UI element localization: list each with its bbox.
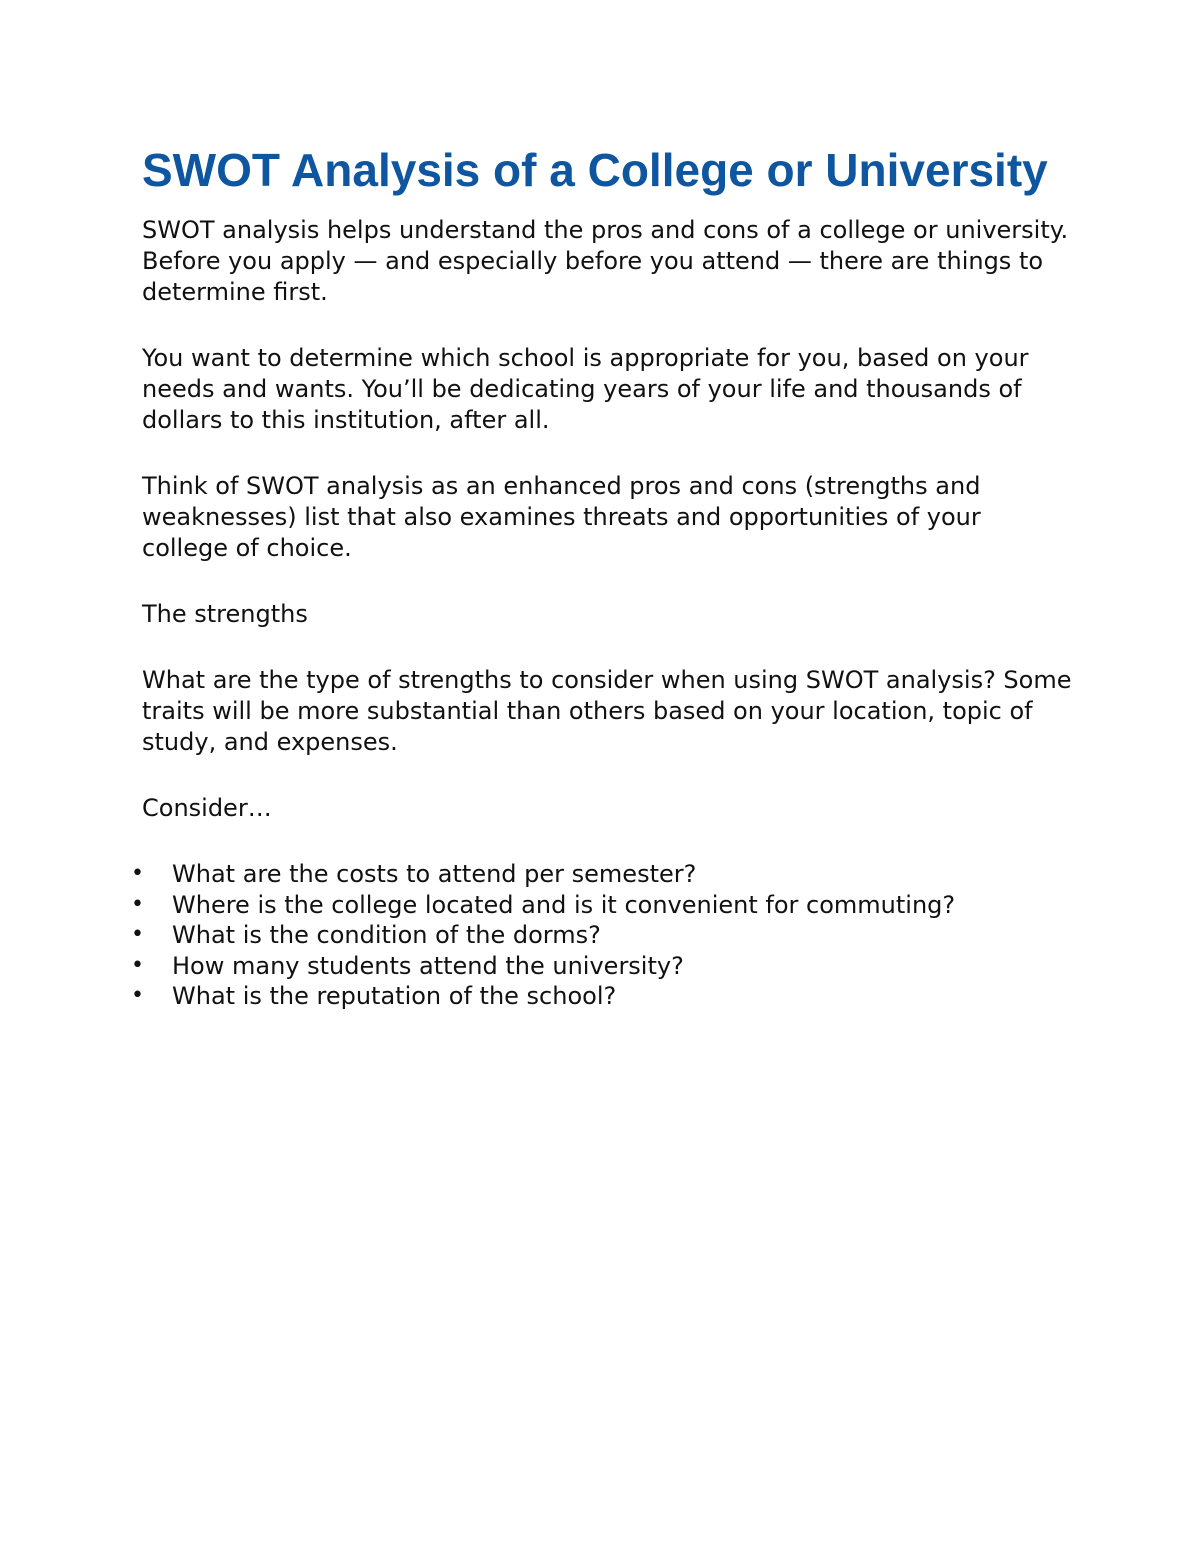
list-item [131,951,1072,982]
needs-paragraph: You want to determine which school is appropriate for you, based on your needs and wants. You’ll be dedicating years of your life and thousands of dollars to this institution, after all. [142,344,1029,434]
list-item [131,890,1072,921]
bullet-icon: • [131,922,144,947]
bullet-icon: • [131,983,144,1008]
document-title: SWOT Analysis of a College or University [142,144,1048,196]
bullet-icon: • [131,952,144,978]
list-item-text: What is the reputation of the school? [172,982,617,1010]
consider-label: Consider… [142,794,272,822]
list-item [131,859,1072,890]
document-content [131,140,1072,1012]
definition-paragraph: Think of SWOT analysis as an enhanced pros and cons (strengths and weaknesses) list that also examines threats and opportunities of your college of choice. [142,472,981,562]
bullet-icon: • [131,861,144,886]
list-item-text: How many students attend the university? [172,951,684,980]
consider-bullet-list [131,859,1072,1012]
list-item-text: What is the condition of the dorms? [172,921,601,949]
bullet-icon: • [131,891,144,917]
list-item [131,920,1072,951]
list-item-text: Where is the college located and is it convenient for commuting? [172,890,956,919]
strengths-paragraph: What are the type of strengths to consider when using SWOT analysis? Some traits will be more substantial than others based on your location, topic of study, and expenses. [142,666,1072,756]
list-item [131,981,1072,1012]
strengths-heading: The strengths [142,600,308,628]
list-item-text: What are the costs to attend per semester? [172,860,697,888]
intro-paragraph: SWOT analysis helps understand the pros and cons of a college or university. Before you apply — and especially before you attend — there are things to determine first. [142,216,1069,306]
